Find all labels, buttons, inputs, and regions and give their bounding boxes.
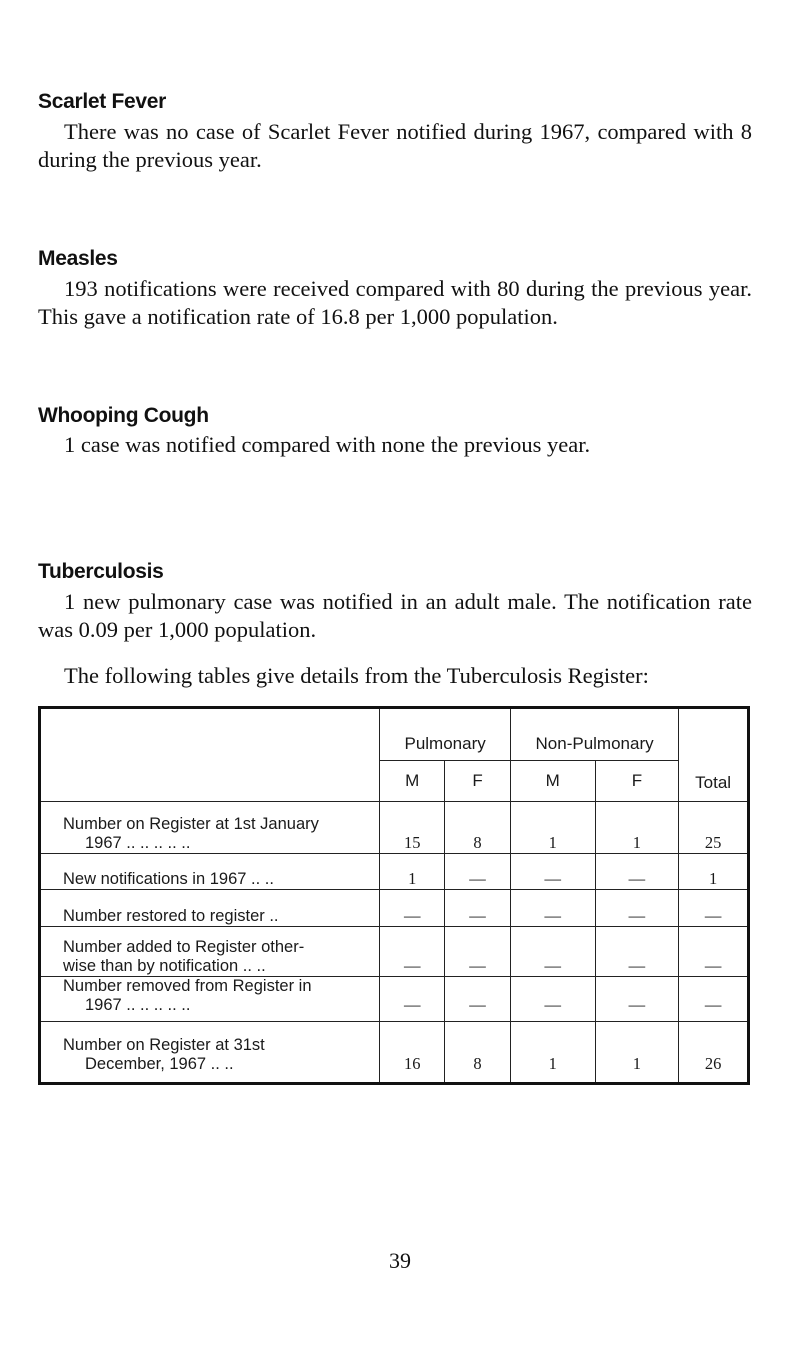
- cell-pulmonary-m: —: [380, 890, 445, 927]
- cell-pulmonary-f: —: [445, 854, 511, 890]
- header-pulmonary: Pulmonary: [380, 708, 511, 761]
- header-non-pulmonary-m: M: [510, 761, 595, 802]
- cell-pulmonary-m: —: [380, 927, 445, 977]
- paragraph-whooping-cough: 1 case was notified compared with none the previous year.: [64, 432, 591, 457]
- cell-non-pulmonary-m: —: [510, 890, 595, 927]
- cell-non-pulmonary-m: 1: [510, 802, 595, 854]
- cell-non-pulmonary-f: —: [595, 854, 679, 890]
- heading-whooping-cough: Whooping Cough: [38, 404, 209, 427]
- table-row: [40, 802, 749, 854]
- header-non-pulmonary-f: F: [595, 761, 679, 802]
- heading-tuberculosis: Tuberculosis: [38, 560, 164, 583]
- cell-pulmonary-m: 15: [380, 802, 445, 854]
- cell-non-pulmonary-m: 1: [510, 1022, 595, 1084]
- page-number: 39: [389, 1248, 411, 1273]
- paragraph-scarlet-fever: There was no case of Scarlet Fever notified during 1967, compared with 8 during the previous year.: [38, 119, 752, 172]
- cell-non-pulmonary-f: 1: [595, 802, 679, 854]
- header-total: Total: [679, 708, 749, 802]
- table-row: [40, 890, 749, 927]
- heading-scarlet-fever: Scarlet Fever: [38, 90, 167, 113]
- table-row: [40, 977, 749, 1022]
- cell-total: —: [679, 890, 749, 927]
- tuberculosis-register-table: [38, 706, 750, 1085]
- row-label: Number on Register at 1st January 1967 .. .. .. .. ..: [40, 802, 380, 854]
- cell-pulmonary-f: 8: [445, 1022, 511, 1084]
- cell-non-pulmonary-m: —: [510, 977, 595, 1022]
- row-label: New notifications in 1967 .. ..: [40, 854, 380, 890]
- table-corner-cell: [40, 708, 380, 802]
- header-pulmonary-f: F: [445, 761, 511, 802]
- table-row: [40, 854, 749, 890]
- cell-total: 1: [679, 854, 749, 890]
- table-row: [40, 927, 749, 977]
- row-label: Number restored to register ..: [40, 890, 380, 927]
- cell-pulmonary-m: —: [380, 977, 445, 1022]
- table-row: [40, 1022, 749, 1084]
- cell-non-pulmonary-f: 1: [595, 1022, 679, 1084]
- cell-pulmonary-f: 8: [445, 802, 511, 854]
- cell-pulmonary-m: 16: [380, 1022, 445, 1084]
- cell-pulmonary-m: 1: [380, 854, 445, 890]
- cell-non-pulmonary-m: —: [510, 854, 595, 890]
- cell-total: 26: [679, 1022, 749, 1084]
- cell-non-pulmonary-f: —: [595, 927, 679, 977]
- cell-pulmonary-f: —: [445, 977, 511, 1022]
- header-pulmonary-m: M: [380, 761, 445, 802]
- cell-non-pulmonary-m: —: [510, 927, 595, 977]
- cell-non-pulmonary-f: —: [595, 890, 679, 927]
- paragraph-tuberculosis: 1 new pulmonary case was notified in an adult male. The notification rate was 0.09 per 1,000 population.: [38, 589, 752, 642]
- cell-pulmonary-f: —: [445, 890, 511, 927]
- row-label: Number added to Register other- wise than by notification .. ..: [40, 927, 380, 977]
- row-label: Number on Register at 31st December, 1967 .. ..: [40, 1022, 380, 1084]
- cell-non-pulmonary-f: —: [595, 977, 679, 1022]
- cell-total: —: [679, 977, 749, 1022]
- cell-total: —: [679, 927, 749, 977]
- paragraph-measles: 193 notifications were received compared with 80 during the previous year. This gave a notification rate of 16.8 per 1,000 population.: [38, 276, 752, 329]
- row-label: Number removed from Register in 1967 .. .. .. .. ..: [40, 977, 380, 1022]
- table-intro: The following tables give details from the Tuberculosis Register:: [64, 663, 649, 688]
- header-non-pulmonary: Non-Pulmonary: [510, 708, 678, 761]
- cell-pulmonary-f: —: [445, 927, 511, 977]
- heading-measles: Measles: [38, 247, 118, 270]
- cell-total: 25: [679, 802, 749, 854]
